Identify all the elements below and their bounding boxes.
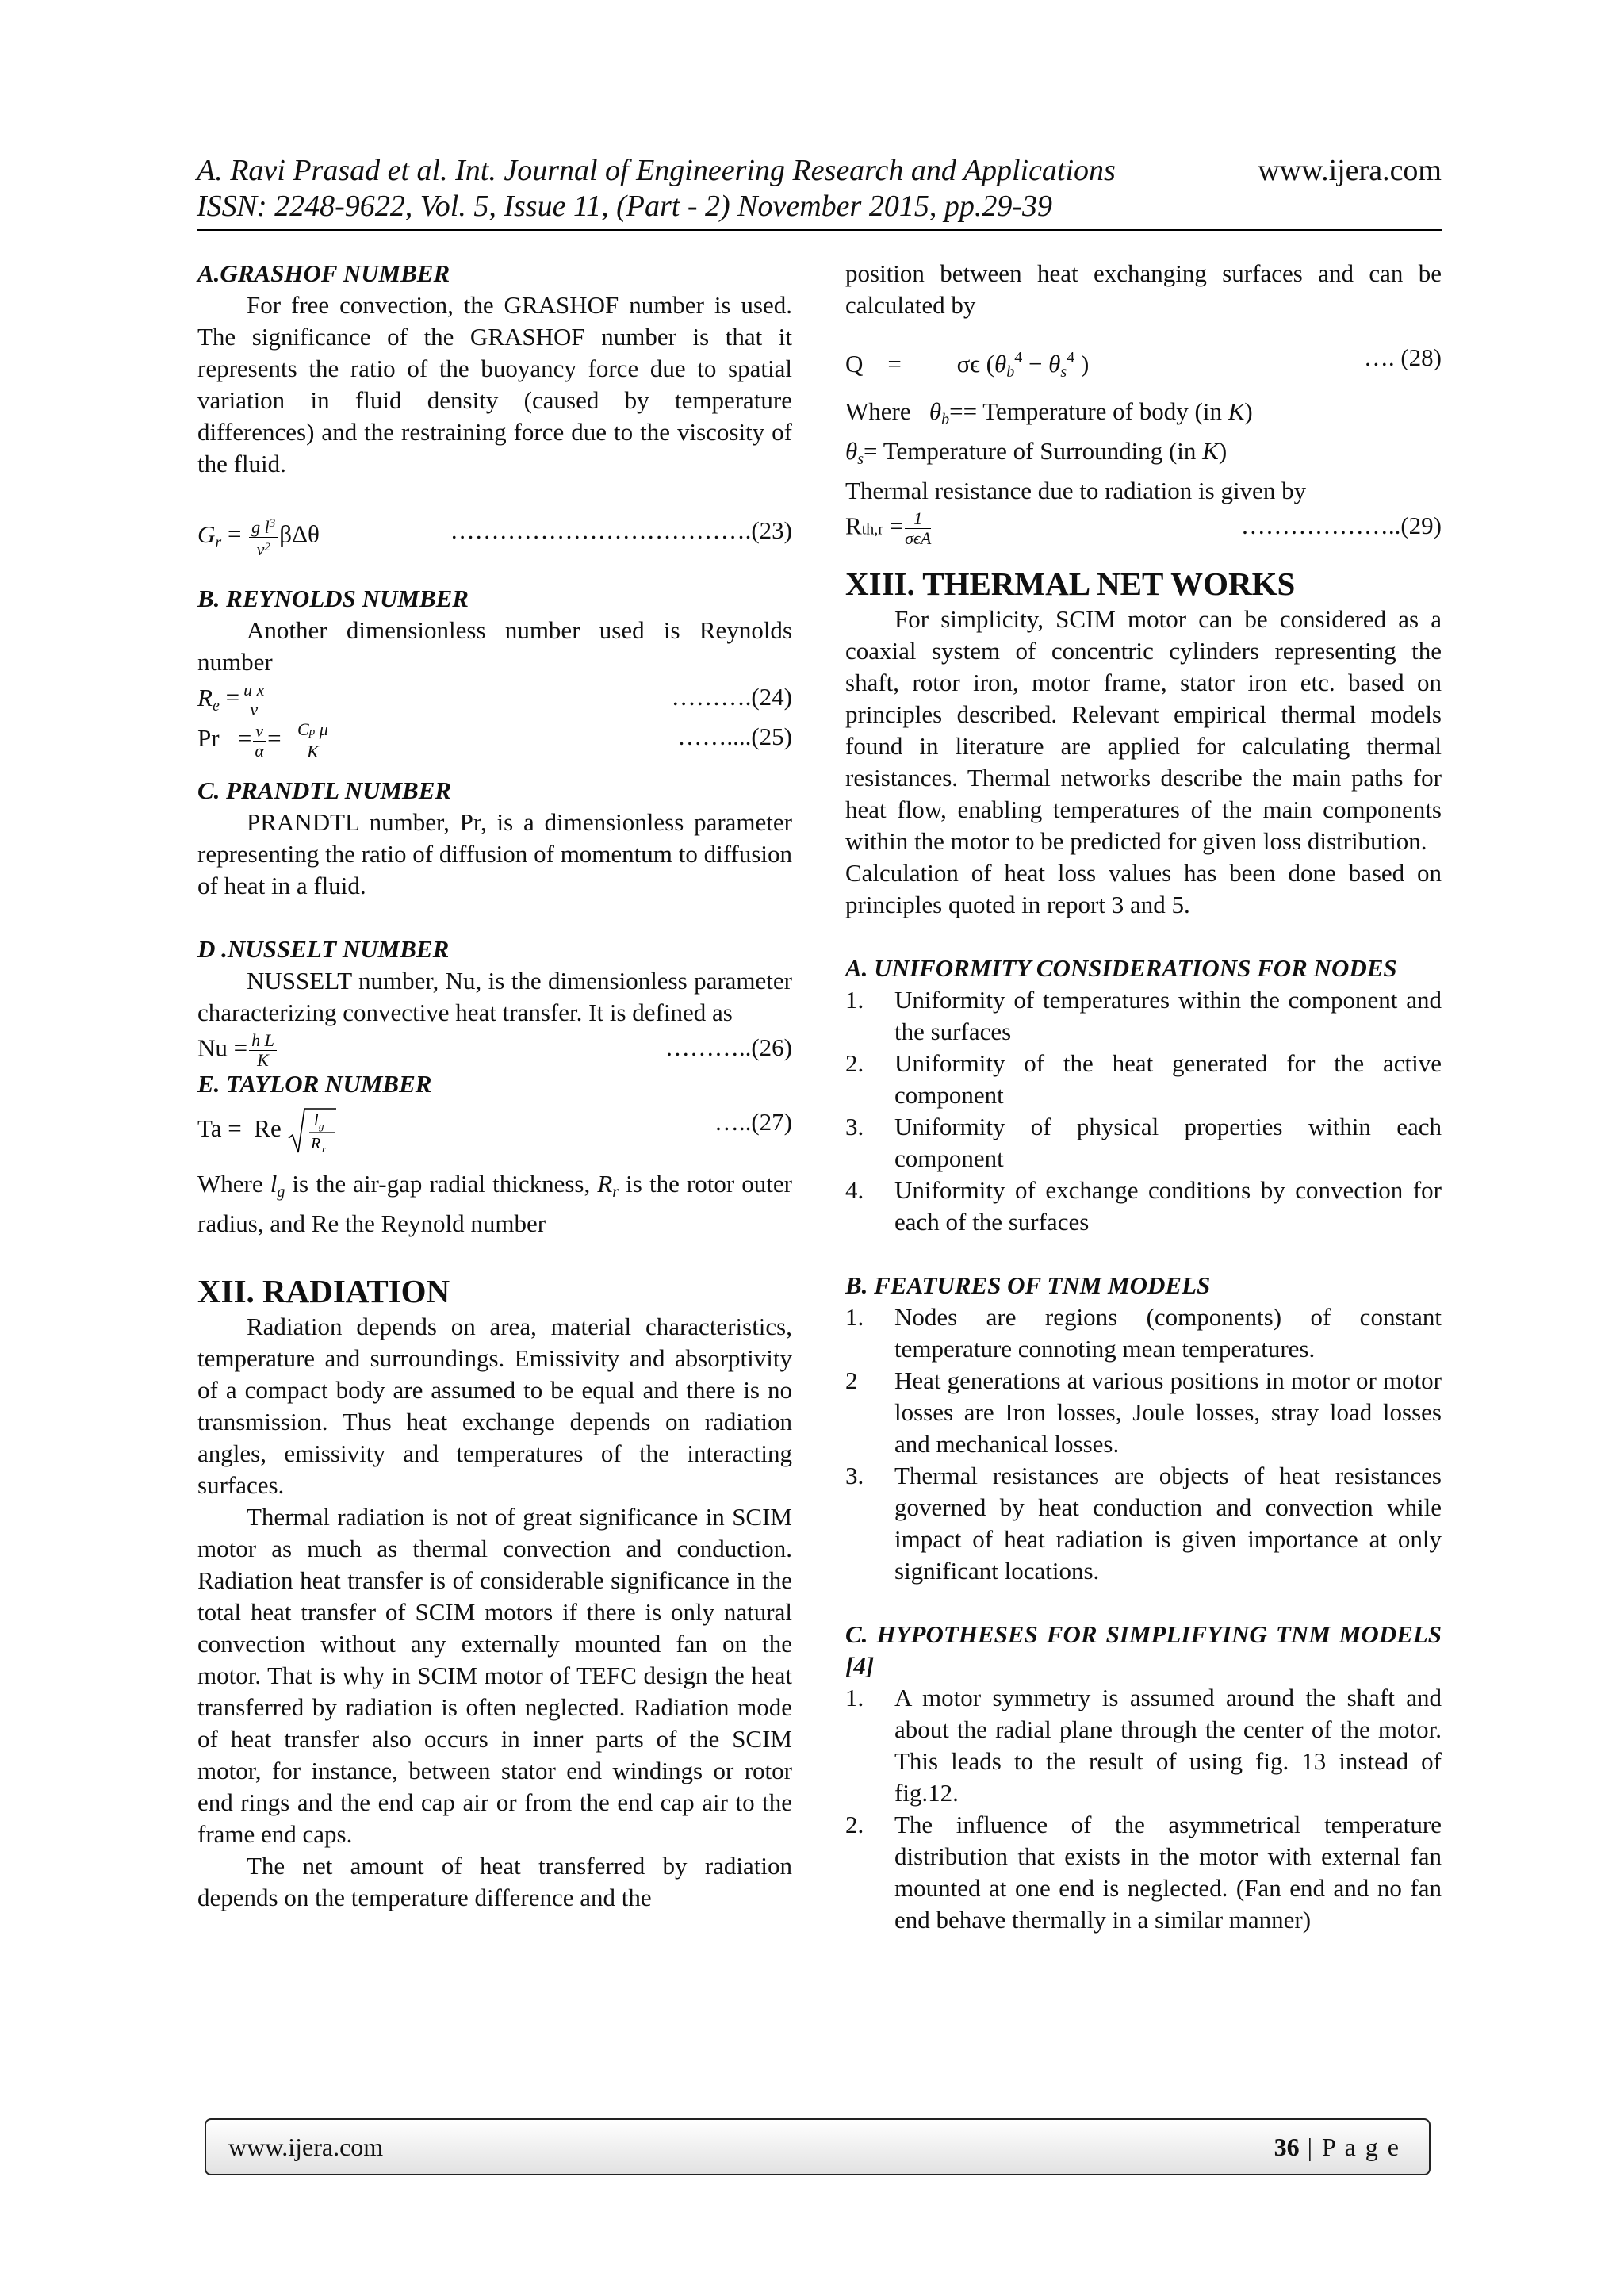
hypotheses-heading: C. HYPOTHESES FOR SIMPLIFYING TNM MODELS [4]: [845, 1620, 1442, 1680]
left-column: [197, 258, 792, 1914]
prandtl-heading: C. PRANDTL NUMBER: [197, 776, 452, 804]
hypotheses-list: [845, 1682, 1442, 1936]
uniformity-list: [845, 984, 1442, 1238]
equation-25: Pr = $\frac{\nu}{\alpha}$ = $\frac{\text{Cp μ}}{K}$ ……....(25): [197, 719, 792, 761]
list-item: 1. A motor symmetry is assumed around the shaft and about the radial plane through the center of the motor. This leads to the result of using fig. 13 instead of fig.12.: [845, 1684, 1442, 1807]
svg-text:R: R: [311, 1135, 321, 1152]
grashof-paragraph: For free convection, the GRASHOF number is used. The significance of the GRASHOF number is that it represents the ratio of the buoyancy force due to spatial variation in fluid density (caused by temperature differences) and the restraining force due to the viscosity of the fluid.: [197, 291, 792, 477]
equation-28: Q = σϵ ($\theta_b^4 - \theta_s^4$ ) …. (28): [845, 343, 1442, 381]
radiation-paragraph-3: The net amount of heat transferred by radiation depends on the temperature difference and the: [197, 1852, 792, 1911]
features-heading: B. FEATURES OF TNM MODELS: [845, 1271, 1211, 1299]
uniformity-heading: A. UNIFORMITY CONSIDERATIONS FOR NODES: [845, 954, 1397, 982]
svg-text:l: l: [314, 1112, 320, 1129]
features-list: [845, 1301, 1442, 1587]
list-item: 2. Uniformity of the heat generated for the active component: [845, 1049, 1442, 1109]
continuation-paragraph: position between heat exchanging surfaces and can be calculated by: [845, 259, 1442, 319]
equation-24: $R_e$ = $\frac{\text{u x}}{\nu}$ ……….(24): [197, 680, 792, 719]
svg-text:g: g: [319, 1120, 324, 1132]
header-journal-line: A. Ravi Prasad et al. Int. Journal of Engineering Research and Applications: [197, 154, 1116, 187]
equation-27-number: …..(27): [714, 1108, 792, 1136]
taylor-note: Where $l_g$ is the air-gap radial thickness, $R_r$ is the rotor outer radius, and Re the Reynold number: [197, 1170, 792, 1237]
prandtl-paragraph: PRANDTL number, Pr, is a dimensionless parameter representing the ratio of diffusion of momentum to diffusion of heat in a fluid.: [197, 808, 792, 899]
footer-website: www.ijera.com: [228, 2133, 384, 2161]
where-theta-s: $\theta_s=$ Temperature of Surrounding (in K): [845, 437, 1228, 468]
list-item: 1. Nodes are regions (components) of constant temperature connoting mean temperatures.: [845, 1303, 1442, 1363]
list-item: 3. Uniformity of physical properties within each component: [845, 1113, 1442, 1172]
running-header: [197, 153, 1442, 224]
thermal-networks-paragraph-1: For simplicity, SCIM motor can be considered as a coaxial system of concentric cylinders representing the shaft, rotor iron, motor frame, stator iron etc. based on principles described. Relevant empirical thermal models found in literature are applied for calculating thermal resistances. Thermal networks describe the main paths for heat flow, enabling temperatures of the main components within the motor to be predicted for given loss distribution.: [845, 605, 1442, 855]
equation-24-number: ……….(24): [671, 683, 792, 711]
svg-text:r: r: [322, 1143, 327, 1155]
list-item: 2. The influence of the asymmetrical temperature distribution that exists in the motor with external fan mounted at one end is neglected. (Fan end and no fan end behave thermally in a similar manner): [845, 1811, 1442, 1934]
equation-25-number: ……....(25): [677, 723, 792, 750]
reynolds-heading: B. REYNOLDS NUMBER: [197, 585, 469, 612]
list-item: 1. Uniformity of temperatures within the component and the surfaces: [845, 986, 1442, 1045]
equation-26: Nu = $\frac{\text{h L}}{K}$ ………..(26): [197, 1030, 792, 1070]
radiation-paragraph-1: Radiation depends on area, material characteristics, temperature and surroundings. Emissivity and absorptivity of a compact body are assumed to be equal and there is no transmission. Thus heat exchange depends on radiation angles, emissivity and temperatures of the interacting surfaces.: [197, 1313, 792, 1499]
taylor-heading: E. TAYLOR NUMBER: [197, 1070, 432, 1098]
list-item: 2 Heat generations at various positions in motor or motor losses are Iron losses, Joule losses, stray load losses and mechanical losses.: [845, 1366, 1442, 1458]
equation-23-number: ……………………………….(23): [450, 516, 792, 544]
equation-26-number: ………..(26): [665, 1033, 792, 1061]
thermal-networks-heading: XIII. THERMAL NET WORKS: [845, 565, 1296, 602]
list-item: 3. Thermal resistances are objects of heat resistances governed by heat conduction and convection while impact of heat radiation is given importance at only significant locations.: [845, 1462, 1442, 1585]
equation-28-number: …. (28): [1363, 343, 1442, 371]
grashof-heading: A.GRASHOF NUMBER: [197, 259, 450, 287]
header-issn-line: ISSN: 2248-9622, Vol. 5, Issue 11, (Part - 2) November 2015, pp.29-39: [197, 190, 1052, 223]
nusselt-heading: D .NUSSELT NUMBER: [197, 935, 450, 963]
footer-page-number: 36 | P a g e: [1274, 2133, 1400, 2161]
header-website: www.ijera.com: [1258, 154, 1442, 187]
equation-29-number: ………………..(29): [1240, 512, 1442, 539]
right-column: [845, 258, 1442, 1936]
header-rule: [197, 229, 1442, 231]
page-footer: [205, 2118, 1431, 2175]
radiation-paragraph-2: Thermal radiation is not of great significance in SCIM motor as much as thermal convection and conduction. Radiation heat transfer is of considerable significance in the total heat transfer of SCIM motors if there is only natural convection without any externally mounted fan on the motor. That is why in SCIM motor of TEFC design the heat transferred by radiation is often neglected. Radiation mode of heat transfer also occurs in inner parts of the SCIM motor, for instance, between stator end windings or rotor end rings and the end cap air or from the end cap air to the frame end caps.: [197, 1503, 792, 1848]
equation-23: $G_r$ = $\frac{g l^3}{\nu^2}$ βΔθ ……………………………….(23): [197, 516, 792, 559]
thermal-resistance-text: Thermal resistance due to radiation is given by: [845, 477, 1307, 504]
equation-27: Ta = Re l g R r …..(27): [197, 1108, 792, 1155]
square-root-symbol: [287, 1106, 338, 1156]
thermal-networks-paragraph-2: Calculation of heat loss values has been done based on principles quoted in report 3 and 5.: [845, 859, 1442, 918]
where-theta-b: Where $\theta_b==$ Temperature of body (in K): [845, 397, 1253, 428]
nusselt-paragraph: NUSSELT number, Nu, is the dimensionless parameter characterizing convective heat transfer. It is defined as: [197, 967, 792, 1026]
reynolds-paragraph: Another dimensionless number used is Reynolds number: [197, 616, 792, 676]
equation-29: Rth,r = $\frac{1}{\text{σϵA}}$ ………………..(29): [845, 508, 1442, 548]
radiation-heading: XII. RADIATION: [197, 1273, 450, 1309]
list-item: 4. Uniformity of exchange conditions by convection for each of the surfaces: [845, 1176, 1442, 1236]
